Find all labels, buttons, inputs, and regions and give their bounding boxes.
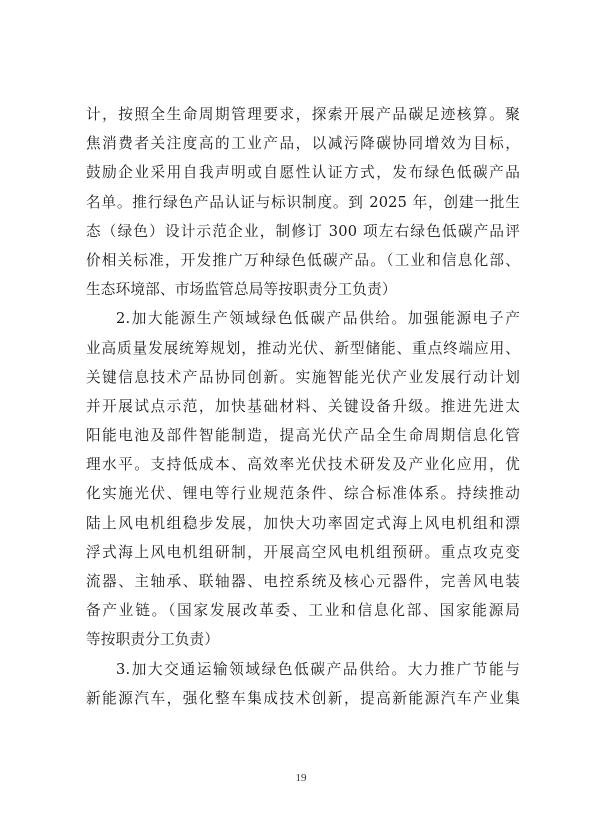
page-number: 19 — [295, 772, 307, 784]
section-heading-line: 2.加大能源生产领域绿色低碳产品供给。加强能源电子产 — [116, 310, 520, 328]
text-line: 并开展试点示范，加快基础材料、关键设备升级。推进先进太 — [86, 397, 520, 415]
text-line: 陆上风电机组稳步发展，加快大功率固定式海上风电机组和漂 — [86, 514, 520, 532]
text-line: 浮式海上风电机组研制，开展高空风电机组预研。重点攻克变 — [86, 543, 520, 561]
text-line: 计，按照全生命周期管理要求，探索开展产品碳足迹核算。聚 — [86, 106, 520, 123]
text-line: 等按职责分工负责） — [86, 631, 220, 649]
text-line: 新能源汽车，强化整车集成技术创新，提高新能源汽车产业集 — [86, 689, 520, 707]
body-text — [86, 100, 520, 713]
section-heading-line: 3.加大交通运输领域绿色低碳产品供给。大力推广节能与 — [116, 660, 520, 678]
text-line: 名单。推行绿色产品认证与标识制度。到 2025 年，创建一批生 — [86, 193, 520, 211]
text-line: 关键信息技术产品协同创新。实施智能光伏产业发展行动计划 — [86, 368, 520, 386]
text-line: 流器、主轴承、联轴器、电控系统及核心元器件，完善风电装 — [86, 573, 520, 590]
text-line: 阳能电池及部件智能制造，提高光伏产品全生命周期信息化管 — [86, 427, 520, 445]
text-line: 化实施光伏、锂电等行业规范条件、综合标准体系。持续推动 — [86, 485, 520, 503]
text-line: 鼓励企业采用自我声明或自愿性认证方式，发布绿色低碳产品 — [86, 164, 520, 182]
text-line: 态（绿色）设计示范企业，制修订 300 项左右绿色低碳产品评 — [86, 222, 520, 240]
text-line: 理水平。支持低成本、高效率光伏技术研发及产业化应用，优 — [86, 456, 520, 474]
text-line: 焦消费者关注度高的工业产品，以减污降碳协同增效为目标， — [86, 135, 520, 153]
text-line: 生态环境部、市场监管总局等按职责分工负责） — [86, 281, 397, 299]
text-line: 业高质量发展统筹规划，推动光伏、新型储能、重点终端应用、 — [86, 339, 520, 357]
text-line: 备产业链。（国家发展改革委、工业和信息化部、国家能源局 — [86, 602, 520, 620]
text-line: 价相关标准，开发推广万种绿色低碳产品。（工业和信息化部、 — [86, 251, 520, 269]
